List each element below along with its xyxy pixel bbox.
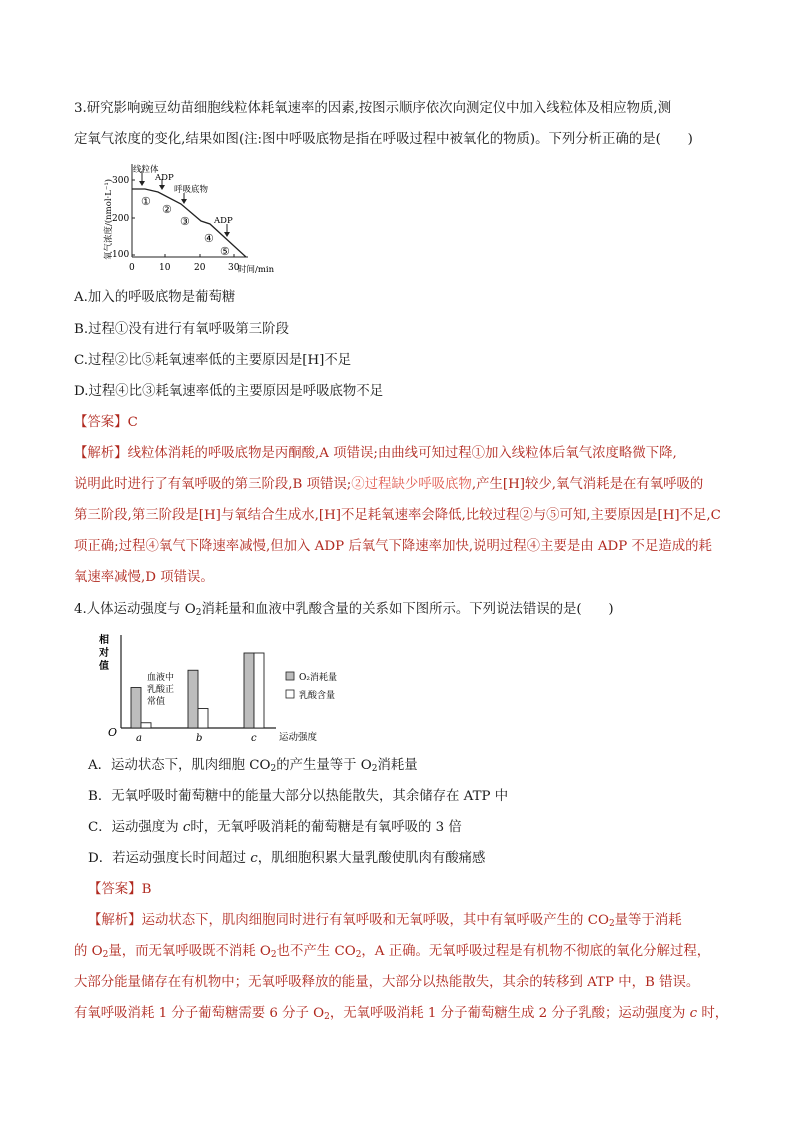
q3-seg-1: ①: [141, 195, 151, 208]
q3-answer-value: C: [127, 415, 138, 430]
q3-label-mito: 线粒体: [133, 165, 159, 175]
q3-chart-xlabel: 时间/min: [238, 265, 275, 275]
q3-xtick-20: 20: [194, 263, 206, 273]
q4-annotation-1: 血液中: [147, 673, 175, 683]
q4-bar-chart: [96, 631, 396, 747]
o2-bar-b: [188, 670, 198, 728]
q4-answer-row: [88, 881, 151, 899]
q3-seg-5: ⑤: [220, 245, 230, 258]
q3-xtick-30: 30: [228, 263, 240, 273]
q4-option-c: C．运动强度为 c时，无氧呼吸消耗的葡萄糖是有氧呼吸的 3 倍: [88, 820, 462, 835]
q3-xtick-10: 10: [159, 263, 171, 273]
q4-explanation-tag: 【解析】: [88, 913, 142, 928]
o2-bar-c: [244, 653, 254, 728]
q3-explanation-line4: 项正确;过程④氧气下降速率减慢,但加入 ADP 后氧气下降速率加快,说明过程④主要是由 ADP 不足造成的耗: [74, 539, 712, 554]
q3-label-substrate: 呼吸底物: [174, 185, 209, 195]
q3-ytick-200: 200: [112, 214, 130, 224]
q4-legend-label-lactate: 乳酸含量: [299, 691, 336, 701]
q4-legend-swatch-lactate: [286, 690, 294, 698]
q3-option-c: C.过程②比⑤耗氧速率低的主要原因是[H]不足: [74, 353, 352, 368]
q4-option-d: D．若运动强度长时间超过 c，肌细胞积累大量乳酸使肌肉有酸痛感: [88, 851, 486, 866]
q4-explanation-line2: 的 $O_2$量，而无氧呼吸既不消耗 $O_2$也不产生 $CO_2$，A 正确。无氧呼吸过程是有机物不彻底的氧化分解过程，: [74, 944, 711, 960]
q4-answer-tag: 【答案】: [88, 882, 142, 897]
q3-xtick-0: 0: [129, 263, 135, 273]
q4-stem: 4.人体运动强度与 $O_2$消耗量和血液中乳酸含量的关系如下图所示。下列说法错误的是( ): [74, 602, 614, 618]
q3-option-a: A.加入的呼吸底物是葡萄糖: [74, 290, 236, 305]
q4-explanation-line3: 大部分能量储存在有机物中；无氧呼吸释放的能量，大部分以热能散失，其余的转移到 ATP 中，B 错误。: [74, 975, 700, 990]
q3-ytick-100: 100: [112, 250, 130, 260]
q3-seg-3: ③: [180, 215, 190, 228]
q4-annotation-3: 常值: [147, 697, 166, 707]
q3-answer-row: [74, 414, 138, 432]
q3-seg-4: ④: [204, 232, 214, 245]
q4-legend-label-o2: O₂消耗量: [299, 673, 337, 683]
q4-xlabel: 运动强度: [279, 732, 318, 743]
q3-label-adp2: ADP: [214, 216, 233, 226]
q3-oxygen-chart: [98, 160, 298, 278]
q3-explanation-line3: 第三阶段,第三阶段是[H]与氧结合生成水,[H]不足耗氧速率会降低,比较过程②与⑤可知,主要原因是[H]不足,C: [74, 508, 721, 523]
q4-ylabel-1: 相: [99, 635, 109, 646]
q4-ylabel-2: 对: [99, 648, 109, 659]
q3-explanation-tag: 【解析】: [74, 446, 128, 461]
q4-explanation-line1: 【解析】运动状态下，肌肉细胞同时进行有氧呼吸和无氧呼吸，其中有氧呼吸产生的 $CO_2$量等于消耗: [88, 913, 682, 929]
q3-explanation-line1: 【解析】线粒体消耗的呼吸底物是丙酮酸,A 项错误;由曲线可知过程①加入线粒体后氧气浓度略微下降,: [74, 446, 677, 461]
o2-bar-a: [131, 688, 141, 729]
lactate-bar-b: [198, 709, 208, 729]
q3-stem-line2: 定氧气浓度的变化,结果如图(注:图中呼吸底物是指在呼吸过程中被氧化的物质)。下列分析正确的是( ): [74, 132, 693, 147]
lactate-bar-c: [254, 653, 264, 728]
q4-option-b: B．无氧呼吸时葡萄糖中的能量大部分以热能散失，其余储存在 ATP 中: [88, 789, 509, 804]
q4-option-a: A．运动状态下，肌肉细胞 $CO_2$的产生量等于 $O_2$消耗量: [88, 758, 418, 774]
q3-explanation-line2: 说明此时进行了有氧呼吸的第三阶段,B 项错误;②过程缺少呼吸底物,产生[H]较少,氧气消耗是在有氧呼吸的: [74, 477, 704, 492]
q4-cat-c: c: [251, 733, 257, 744]
lactate-bar-a: [141, 723, 151, 728]
q4-origin: O: [108, 726, 118, 739]
q3-answer-tag: 【答案】: [74, 415, 128, 430]
q4-cat-a: a: [136, 733, 142, 744]
q4-annotation-2: 乳酸正: [147, 685, 175, 695]
q3-option-d: D.过程④比③耗氧速率低的主要原因是呼吸底物不足: [74, 384, 384, 399]
q3-seg-2: ②: [162, 203, 172, 216]
q4-legend-swatch-o2: [286, 672, 294, 680]
q3-chart-ylabel: 氧气浓度/(nmol·L⁻¹): [104, 178, 114, 260]
q3-explanation-line5: 氧速率减慢,D 项错误。: [74, 570, 214, 585]
q4-explanation-line4: 有氧呼吸消耗 1 分子葡萄糖需要 6 分子 $O_2$，无氧呼吸消耗 1 分子葡萄糖生成 2 分子乳酸；运动强度为 c 时，: [74, 1006, 729, 1022]
q3-label-adp1: ADP: [155, 173, 174, 183]
q3-stem-line1: 3.研究影响豌豆幼苗细胞线粒体耗氧速率的因素,按图示顺序依次向测定仪中加入线粒体及相应物质,测: [74, 101, 672, 116]
q3-option-b: B.过程①没有进行有氧呼吸第三阶段: [74, 322, 289, 337]
q4-ylabel-3: 值: [99, 661, 109, 672]
q4-cat-b: b: [196, 733, 203, 744]
q4-answer-value: B: [141, 882, 152, 897]
q3-ytick-300: 300: [112, 176, 130, 186]
